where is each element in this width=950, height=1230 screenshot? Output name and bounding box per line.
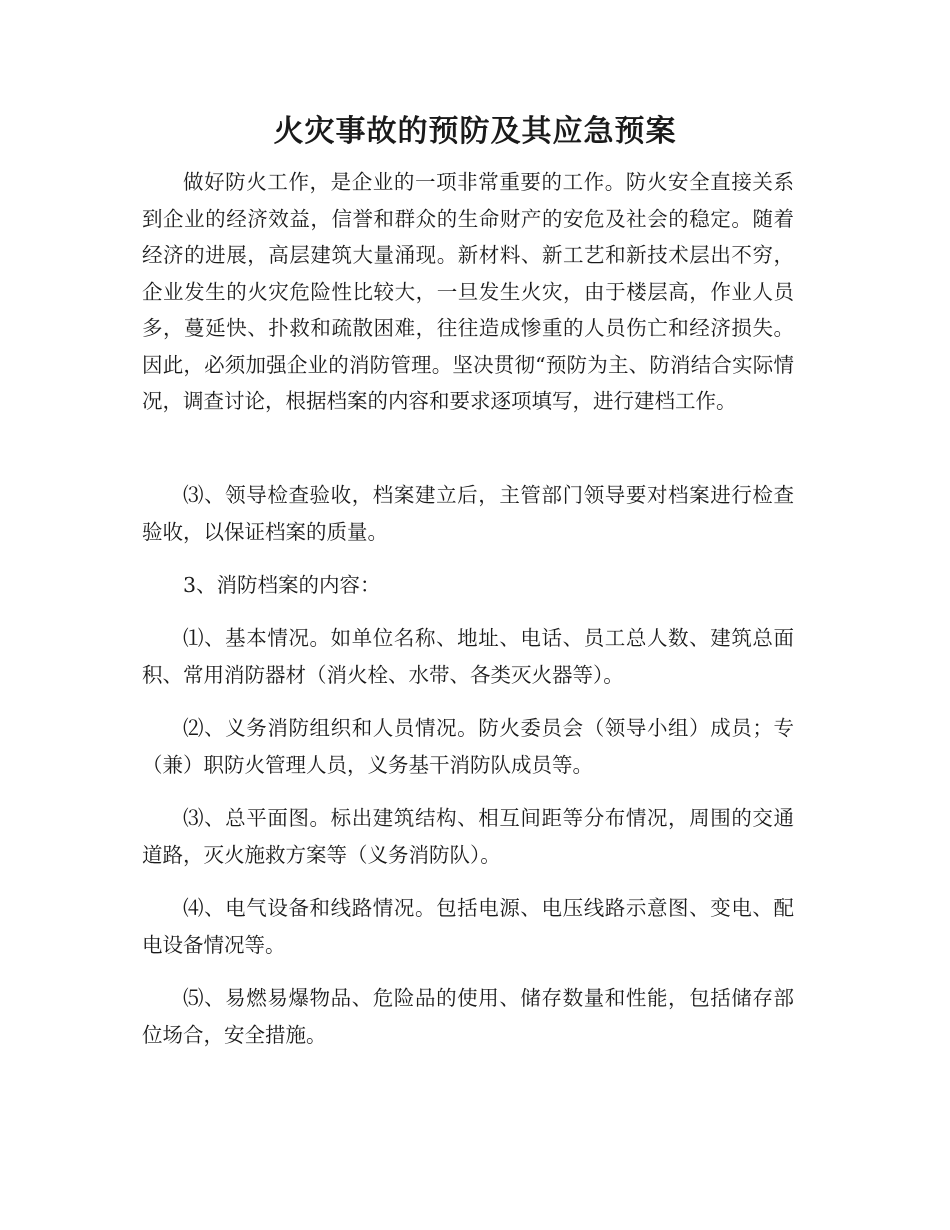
paragraph-electrical: ⑷、电气设备和线路情况。包括电源、电压线路示意图、变电、配电设备情况等。 [142,896,794,957]
document-title: 火灾事故的预防及其应急预案 [273,114,677,149]
paragraph-fire-brigade: ⑵、义务消防组织和人员情况。防火委员会（领导小组）成员；专（兼）职防火管理人员，义务基干消防队成员等。 [142,716,794,777]
paragraph-section-heading: 3、消防档案的内容： [183,573,381,597]
paragraph-basic-info: ⑴、基本情况。如单位名称、地址、电话、员工总人数、建筑总面积、常用消防器材（消火栓、水带、各类灭火器等）。 [142,626,794,687]
paragraph-hazardous-materials: ⑸、易燃易爆物品、危险品的使用、储存数量和性能，包括储存部位场合，安全措施。 [142,986,794,1047]
paragraph-intro: 做好防火工作，是企业的一项非常重要的工作。防火安全直接关系到企业的经济效益，信誉和群众的生命财产的安危及社会的稳定。随着经济的进展，高层建筑大量涌现。新材料、新工艺和新技术层出不穷，企业发生的火灾危险性比较大，一旦发生火灾，由于楼层高，作业人员多，蔓延快、扑救和疏散困难，往往造成惨重的人员伤亡和经济损失。因此，必须加强企业的消防管理。坚决贯彻“预防为主、防消结合实际情况，调查讨论，根据档案的内容和要求逐项填写，进行建档工作。 [142,170,794,413]
paragraph-site-plan: ⑶、总平面图。标出建筑结构、相互间距等分布情况，周围的交通道路，灭火施救方案等（义务消防队）。 [142,806,794,867]
paragraph-inspection: ⑶、领导检查验收，档案建立后，主管部门领导要对档案进行检查验收，以保证档案的质量。 [142,483,794,544]
